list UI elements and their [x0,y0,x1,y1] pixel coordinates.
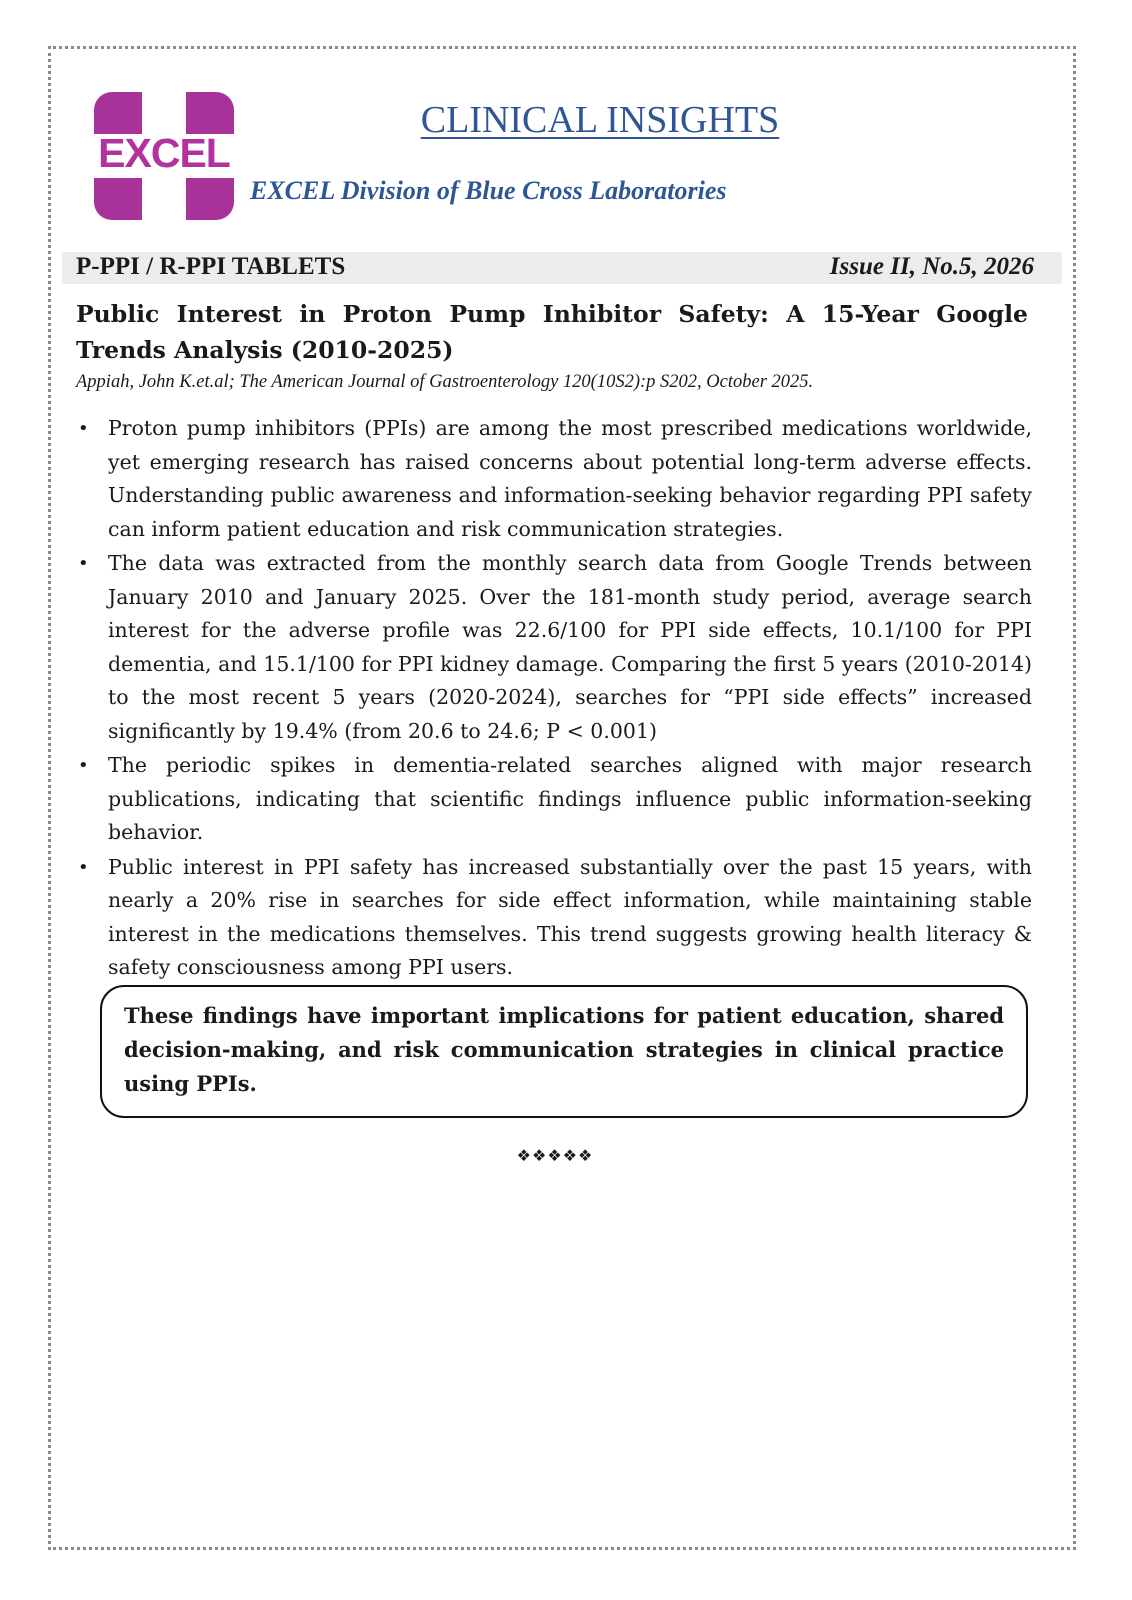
conclusion-callout: These findings have important implications for patient education, shared decision-making, and risk communication strategies in clinical practice using PPIs. [100,985,1028,1118]
issue-number: Issue II, No.5, 2026 [829,253,1034,280]
bullet-icon: • [78,856,89,878]
bullet-icon: • [78,755,89,776]
logo-text: EXCEL [98,130,230,176]
masthead-subtitle: EXCEL Division of Blue Cross Laboratories [250,176,727,205]
list-item: • The periodic spikes in dementia-related searches aligned with major research publications, indicating that scientific findings influence public information-seeking behavior. [76,749,1032,850]
article-citation: Appiah, John K.et.al; The American Journal of Gastroenterology 120(10S2):p S202, October 2025. [76,372,814,392]
list-item: • Proton pump inhibitors (PPIs) are among the most prescribed medications worldwide, yet emerging research has raised concerns about potential long-term adverse effects. Understanding public awareness and information-seeking behavior regarding PPI safety can inform patient education and risk communication strategies. [76,412,1032,546]
masthead-title: CLINICAL INSIGHTS [420,99,780,141]
topic-bar [62,252,1062,284]
end-ornament: ❖❖❖❖❖ [516,1146,594,1165]
list-item: • Public interest in PPI safety has increased substantially over the past 15 years, with nearly a 20% rise in searches for side effect information, while maintaining stable interest in the medications themselves. This trend suggests growing health literacy & safety consciousness among PPI users. [76,851,1032,985]
findings-list [76,412,1032,986]
excel-logo [94,92,234,220]
bullet-icon: • [78,418,89,439]
list-item: • The data was extracted from the monthly search data from Google Trends between January 2010 and January 2025. Over the 181-month study period, average search interest for the adverse profile was 22.6/100 for PPI side effects, 10.1/100 for PPI dementia, and 15.1/100 for PPI kidney damage. Comparing the first 5 years (2010-2014) to the most recent 5 years (2020-2024), searches for “PPI side effects” increased significantly by 19.4% (from 20.6 to 24.6; P < 0.001) [76,547,1032,748]
bullet-icon: • [78,553,89,574]
product-name: P-PPI / R-PPI TABLETS [76,253,346,280]
article-title: Public Interest in Proton Pump Inhibitor Safety: A 15-Year Google Trends Analysis (2010-2025) [76,300,1028,364]
